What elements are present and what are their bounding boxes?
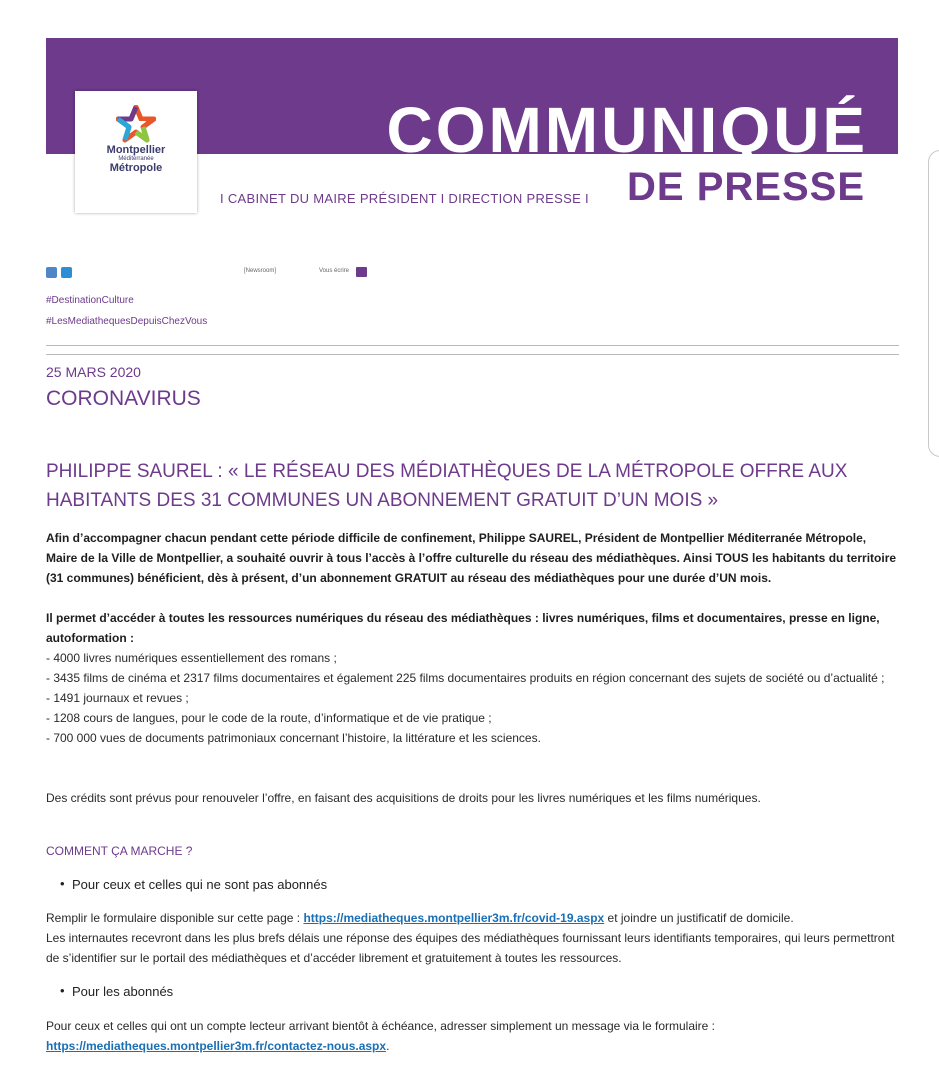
resource-item: - 3435 films de cinéma et 2317 films documentaires et également 225 films documentaires produits en région concernant des sujets de société ou d’actualité ; — [46, 671, 885, 685]
bullet-non-subscribers: • Pour ceux et celles qui ne sont pas abonnés — [72, 877, 327, 892]
resource-item: - 1491 journaux et revues ; — [46, 691, 189, 705]
intro-paragraph: Afin d’accompagner chacun pendant cette période difficile de confinement, Philippe SAUREL, Président de Montpellier Méditerranée Métropole, Maire de la Ville de Montpellier, a souhaité ouvrir à tous l’accès à l’offre culturelle du réseau des médiathèques. Ainsi TOUS les habitants du territoire (31 communes) bénéficient, dès à présent, d’un abonnement GRATUIT au réseau des médiathèques pour une durée d’UN mois. — [46, 531, 897, 585]
press-headline: PHILIPPE SAUREL : « LE RÉSEAU DES MÉDIATHÈQUES DE LA MÉTROPOLE OFFRE AUX HABITANTS DES 31 COMMUNES UN ABONNEMENT GRATUIT D’UN MOIS » — [46, 461, 848, 511]
hashtag-destination-culture[interactable]: #DestinationCulture — [46, 295, 134, 306]
twitter-icon[interactable] — [61, 267, 72, 278]
resource-item: - 1208 cours de langues, pour le code de la route, d’informatique et de vie pratique ; — [46, 711, 492, 725]
banner-subtitle: DE PRESSE — [627, 165, 865, 209]
banner-title: COMMUNIQUÉ — [386, 94, 868, 166]
step1-details: Les internautes recevront dans les plus brefs délais une réponse des équipes des médiathèques fournissant leurs identifiants temporaires, qui leurs permettront de s’identifier sur le portail des médiathèques et d’accéder librement et gratuitement à toutes les ressources. — [46, 931, 895, 965]
cabinet-line: I CABINET DU MAIRE PRÉSIDENT I DIRECTION PRESSE I — [220, 191, 589, 206]
newsroom-link[interactable]: [Newsroom] — [244, 268, 277, 274]
step2-paragraph — [46, 1016, 898, 1056]
divider — [46, 345, 899, 346]
press-date: 25 MARS 2020 — [46, 364, 141, 380]
step1-after: et joindre un justificatif de domicile. — [604, 911, 794, 925]
resource-item: - 4000 livres numériques essentiellement des romans ; — [46, 651, 337, 665]
contact-form-link[interactable]: https://mediatheques.montpellier3m.fr/contactez-nous.aspx — [46, 1039, 387, 1053]
step1-paragraph — [46, 908, 898, 968]
covid-form-link[interactable]: https://mediatheques.montpellier3m.fr/covid-19.aspx — [303, 911, 605, 925]
how-it-works-title: COMMENT ÇA MARCHE ? — [46, 844, 193, 858]
step2-end: . — [386, 1039, 390, 1053]
press-topic: CORONAVIRUS — [46, 387, 201, 410]
divider — [46, 354, 899, 355]
logo-text-mediterranee: Méditerranée — [118, 156, 154, 162]
mail-icon[interactable] — [356, 267, 367, 277]
logo-text-montpellier: Montpellier — [106, 144, 166, 156]
contact-label[interactable]: Vous écrire — [319, 268, 350, 274]
map-icon[interactable] — [46, 267, 57, 278]
press-banner — [46, 38, 898, 214]
scroll-indicator[interactable] — [928, 150, 939, 457]
resource-item: - 700 000 vues de documents patrimoniaux concernant l’histoire, la littérature et les sciences. — [46, 731, 541, 745]
resources-lead: Il permet d’accéder à toutes les ressources numériques du réseau des médiathèques : livres numériques, films et documentaires, presse en ligne, autoformation : — [46, 611, 880, 645]
hashtag-mediatheques[interactable]: #LesMediathequesDepuisChezVous — [46, 316, 208, 327]
credits-paragraph: Des crédits sont prévus pour renouveler l’offre, en faisant des acquisitions de droits pour les livres numériques et les films numériques. — [46, 791, 761, 805]
bullet-subscribers: • Pour les abonnés — [72, 984, 173, 999]
star-logo-icon — [116, 105, 156, 143]
logo-text-metropole: Métropole — [109, 162, 163, 174]
resources-section — [46, 608, 898, 748]
step1-text: Remplir le formulaire disponible sur cette page : — [46, 911, 304, 925]
metropole-logo — [75, 91, 197, 213]
step2-text: Pour ceux et celles qui ont un compte lecteur arrivant bientôt à échéance, adresser simplement un message via le formulaire : — [46, 1019, 716, 1033]
social-row — [46, 267, 446, 279]
